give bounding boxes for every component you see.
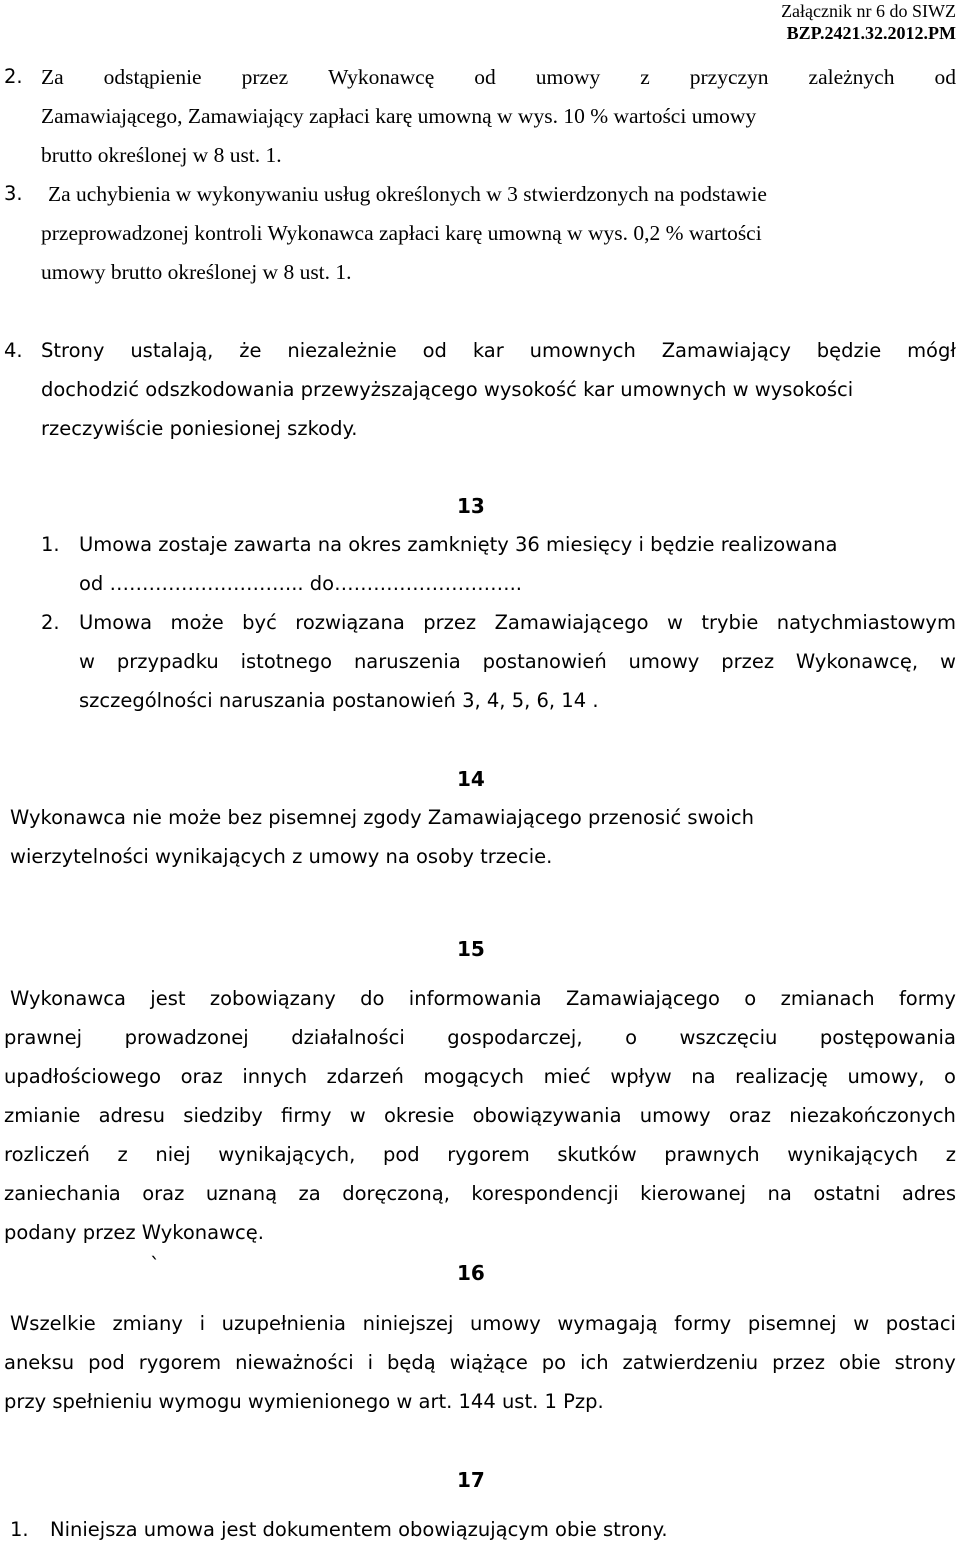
word: umowy <box>628 650 700 673</box>
word: oraz <box>180 1065 223 1088</box>
item-number: 2. <box>41 611 60 634</box>
paragraph-line <box>4 1181 956 1207</box>
word: zatwierdzeniu <box>622 1351 759 1374</box>
word: wpływ <box>610 1065 672 1088</box>
word: odstąpienie <box>103 65 202 89</box>
paragraph-line <box>10 986 956 1012</box>
word: oraz <box>142 1182 185 1205</box>
word: ustalają, <box>130 339 214 362</box>
paragraph-line: dochodzić odszkodowania przewyższającego wysokość kar umownych w wysokości <box>41 378 854 401</box>
word: wymagają <box>557 1312 658 1335</box>
word: realizację <box>735 1065 828 1088</box>
word: niej <box>155 1143 191 1166</box>
paragraph-line: wierzytelności wynikających z umowy na osoby trzecie. <box>10 845 553 868</box>
word: za <box>298 1182 321 1205</box>
word: wynikających, <box>218 1143 356 1166</box>
word: na <box>691 1065 716 1088</box>
word: Zamawiającego <box>494 611 649 634</box>
word: innych <box>242 1065 308 1088</box>
word: okresie <box>383 1104 455 1127</box>
section-heading: 13 <box>457 494 485 518</box>
word: upadłościowego <box>4 1065 162 1088</box>
word: niezakończonych <box>789 1104 956 1127</box>
paragraph-line <box>10 1311 956 1337</box>
word: działalności <box>291 1026 405 1049</box>
word: w <box>666 611 683 634</box>
word: adresu <box>98 1104 166 1127</box>
word: w <box>939 650 956 673</box>
word: istotnego <box>240 650 333 673</box>
paragraph-line: przy spełnieniu wymogu wymienionego w art. 144 ust. 1 Pzp. <box>4 1390 604 1413</box>
paragraph-line <box>4 1142 956 1168</box>
word: pod <box>382 1143 420 1166</box>
word: o <box>744 987 757 1010</box>
word: informowania <box>408 987 542 1010</box>
word: wszczęciu <box>679 1026 778 1049</box>
word: rygorem <box>138 1351 222 1374</box>
paragraph-line <box>4 1025 956 1051</box>
word: od <box>934 65 956 89</box>
word: z <box>640 65 650 89</box>
word: pod <box>88 1351 125 1374</box>
word: zdarzeń <box>326 1065 404 1088</box>
word: jest <box>150 987 186 1010</box>
word: Wykonawca <box>10 987 126 1010</box>
word: Umowa <box>79 611 153 634</box>
word: kar <box>472 339 504 362</box>
paragraph-line: Umowa zostaje zawarta na okres zamknięty 36 miesięcy i będzie realizowana <box>79 533 838 556</box>
word: wynikających <box>787 1143 919 1166</box>
item-number: 1. <box>41 533 60 556</box>
section-heading: 16 <box>457 1261 485 1285</box>
word: uznaną <box>205 1182 278 1205</box>
section-heading: 17 <box>457 1468 485 1492</box>
word: mógł <box>907 339 956 362</box>
word: przyczyn <box>689 65 769 89</box>
word: firmy <box>281 1104 332 1127</box>
paragraph-line <box>41 64 956 90</box>
word: zobowiązany <box>209 987 336 1010</box>
word: niezależnie <box>287 339 397 362</box>
word: oraz <box>728 1104 771 1127</box>
paragraph-line: przeprowadzonej kontroli Wykonawca zapłaci karę umowną w wys. 0,2 % wartości <box>41 221 762 245</box>
word: w <box>853 1312 870 1335</box>
word: Zamawiający <box>661 339 791 362</box>
word: Strony <box>41 339 105 362</box>
word: przez <box>772 1351 825 1374</box>
word: obowiązywania <box>472 1104 622 1127</box>
word: formy <box>674 1312 732 1335</box>
word: być <box>242 611 277 634</box>
word: o <box>625 1026 638 1049</box>
word: na <box>767 1182 792 1205</box>
word: postępowania <box>819 1026 956 1049</box>
word: postanowień <box>482 650 607 673</box>
annex-label: Załącznik nr 6 do SIWZ <box>781 1 956 21</box>
word: zaniechania <box>4 1182 121 1205</box>
word: aneksu <box>4 1351 75 1374</box>
paragraph-line: od ………………………... do……………………….. <box>79 572 523 595</box>
word: umowy, <box>847 1065 925 1088</box>
word: kierowanej <box>640 1182 747 1205</box>
word: i <box>367 1351 373 1374</box>
word: prawnych <box>664 1143 760 1166</box>
word: pisemnej <box>747 1312 837 1335</box>
paragraph-line: podany przez Wykonawcę. <box>4 1221 264 1244</box>
word: może <box>170 611 224 634</box>
word: że <box>239 339 262 362</box>
paragraph-line <box>4 1103 956 1129</box>
paragraph-line <box>41 338 956 364</box>
stray-backtick: ` <box>150 1253 160 1277</box>
section-heading: 15 <box>457 937 485 961</box>
word: Wszelkie <box>10 1312 96 1335</box>
document-header <box>781 0 956 44</box>
word: trybie <box>701 611 759 634</box>
word: przez <box>423 611 477 634</box>
item-number: 4. <box>4 339 23 362</box>
word: rygorem <box>447 1143 530 1166</box>
word: siedziby <box>183 1104 263 1127</box>
word: umowy <box>535 65 601 89</box>
word: Wykonawcę, <box>795 650 919 673</box>
word: doręczoną, <box>342 1182 450 1205</box>
paragraph-line: Zamawiającego, Zamawiający zapłaci karę umowną w wys. 10 % wartości umowy <box>41 104 757 128</box>
word: nieważności <box>235 1351 354 1374</box>
word: zmianie <box>4 1104 81 1127</box>
word: o <box>944 1065 956 1088</box>
word: gospodarczej, <box>447 1026 583 1049</box>
word: formy <box>898 987 956 1010</box>
word: postaci <box>885 1312 956 1335</box>
word: mieć <box>543 1065 591 1088</box>
word: umownych <box>529 339 636 362</box>
word: prawnej <box>4 1026 83 1049</box>
paragraph-line <box>79 610 956 636</box>
word: ostatni <box>813 1182 881 1205</box>
item-number: 1. <box>10 1518 29 1541</box>
item-number: 3. <box>4 182 23 205</box>
word: Zamawiającego <box>565 987 720 1010</box>
paragraph-line: umowy brutto określonej w 8 ust. 1. <box>41 260 352 284</box>
paragraph-line: rzeczywiście poniesionej szkody. <box>41 417 358 440</box>
word: będzie <box>816 339 882 362</box>
word: prowadzonej <box>124 1026 249 1049</box>
word: po <box>541 1351 567 1374</box>
paragraph-line <box>79 649 956 675</box>
paragraph-line: Za uchybienia w wykonywaniu usług określonych w 3 stwierdzonych na podstawie <box>48 182 767 206</box>
word: korespondencji <box>471 1182 619 1205</box>
section-heading: 14 <box>457 767 485 791</box>
word: z <box>945 1143 956 1166</box>
word: z <box>117 1143 128 1166</box>
word: skutków <box>557 1143 637 1166</box>
word: wiążące <box>449 1351 528 1374</box>
word: uzupełnienia <box>221 1312 346 1335</box>
word: od <box>474 65 496 89</box>
paragraph-line <box>4 1064 956 1090</box>
word: zmiany <box>112 1312 183 1335</box>
word: naruszenia <box>353 650 461 673</box>
paragraph-line: Wykonawca nie może bez pisemnej zgody Zamawiającego przenosić swoich <box>10 806 754 829</box>
word: od <box>422 339 447 362</box>
word: przez <box>241 65 289 89</box>
word: w <box>79 650 95 673</box>
word: strony <box>894 1351 956 1374</box>
paragraph-line: brutto określonej w 8 ust. 1. <box>41 143 282 167</box>
paragraph-line: szczególności naruszania postanowień 3, 4, 5, 6, 14 . <box>79 689 599 712</box>
word: mogących <box>423 1065 525 1088</box>
word: ich <box>580 1351 609 1374</box>
word: będą <box>386 1351 436 1374</box>
word: Wykonawcę <box>328 65 435 89</box>
word: adres <box>901 1182 956 1205</box>
word: niniejszej <box>362 1312 454 1335</box>
word: przypadku <box>116 650 219 673</box>
item-number: 2. <box>4 65 23 88</box>
word: rozwiązana <box>295 611 405 634</box>
word: zależnych <box>808 65 895 89</box>
word: w <box>349 1104 366 1127</box>
word: i <box>199 1312 205 1335</box>
word: umowy <box>639 1104 711 1127</box>
word: do <box>360 987 385 1010</box>
paragraph-line: Niniejsza umowa jest dokumentem obowiązującym obie strony. <box>50 1518 668 1541</box>
reference-number: BZP.2421.32.2012.PM <box>786 23 956 43</box>
paragraph-line <box>4 1350 956 1376</box>
word: umowy <box>470 1312 541 1335</box>
word: przez <box>721 650 775 673</box>
word: Za <box>41 65 64 89</box>
word: rozliczeń <box>4 1143 90 1166</box>
word: natychmiastowym <box>776 611 956 634</box>
word: obie <box>838 1351 881 1374</box>
word: zmianach <box>780 987 875 1010</box>
